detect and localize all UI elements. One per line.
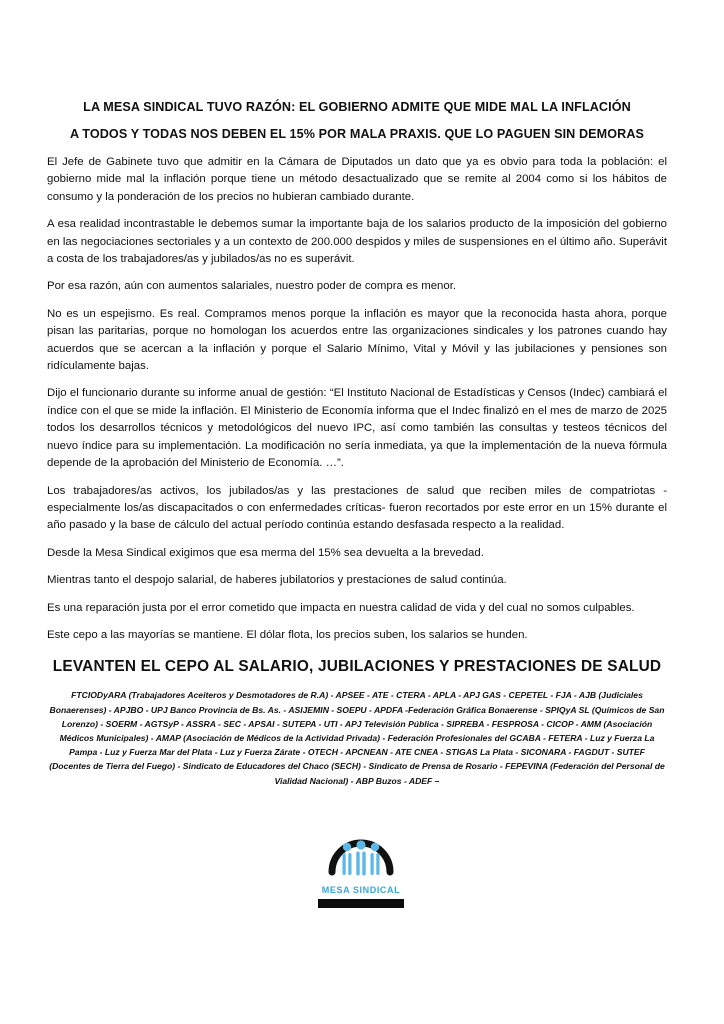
mesa-sindical-logo xyxy=(318,826,404,910)
paragraph: Dijo el funcionario durante su informe anual de gestión: “El Instituto Nacional de Estadísticas y Censos (Indec) cambiará el índice con el que se mide la inflación. El Ministerio de Economía informa que el Indec finalizó en el mes de marzo de 2025 todos los desarrollos técnicos y metodológicos del nuevo IPC, así como también las consultas y testeos técnicos del nuevo índice para su implementación. La modificación no sería inmediata, ya que la implementación de la nueva fórmula depende de la aprobación del Ministerio de Economía. …”. xyxy=(47,387,667,470)
logo-figures xyxy=(343,840,380,875)
document-page xyxy=(47,100,667,788)
paragraph: Los trabajadores/as activos, los jubilados/as y las prestaciones de salud que reciben miles de compatriotas - especialmente los/as discapacitados o con enfermedades críticas- fueron recortados por este error en un 15% durante el año pasado y la base de cálculo del actual período continúa estando desfasada respecto a la realidad. xyxy=(47,484,667,532)
paragraph: El Jefe de Gabinete tuvo que admitir en la Cámara de Diputados un dato que ya es obvio para toda la población: el gobierno mide mal la inflación porque tiene un método desactualizado que se remite al 2004 como si los hábitos de consumo y la ponderación de los precios no hubieran cambiado durante. xyxy=(47,156,667,203)
slogan-heading: LEVANTEN EL CEPO AL SALARIO, JUBILACIONES Y PRESTACIONES DE SALUD xyxy=(52,658,662,676)
paragraph: Desde la Mesa Sindical exigimos que esa merma del 15% sea devuelta a la brevedad. xyxy=(47,546,484,559)
paragraph: No es un espejismo. Es real. Compramos menos porque la inflación es mayor que la reconocida hasta ahora, porque pisan las paritarias, porque no homologan los acuerdos entre las organizaciones sindicales y los patrones cuando hay acuerdos que se acercan a la inflación y porque el Salario Mínimo, Vital y Móvil y las jubilaciones y pensiones son ridículamente bajas. xyxy=(47,307,667,373)
paragraph: Este cepo a las mayorías se mantiene. El dólar flota, los precios suben, los salarios se hunden. xyxy=(47,628,528,641)
signers-list: FTCIODyARA (Trabajadores Aceiteros y Desmotadores de R.A) - APSEE - ATE - CTERA - APLA - APJ GAS - CEPETEL - FJA - AJB (Judiciales Bonaerenses) - APJBO - UPJ Banco Provincia de Bs. As. - ASIJEMIN - SOEPU - APDFA -Federación Gráfica Bonaerense - SPIQyA SL (Químicos de San Lorenzo) - SOERM - AGTSyP - ASSRA - SEC - APSAI - SUTEPA - UTI - APJ Televisión Pública - SIPREBA - FESPROSA - CICOP - AMM (Asociación Médicos Municipales) - AMAP (Asociación de Médicos de la Actividad Privada) - Federación Profesionales del GCABA - FETERA - Luz y Fuerza La Pampa - Luz y Fuerza Mar del Plata - Luz y Fuerza Zárate - OTECH - APCNEAN - ATE CNEA - STIGAS La Plata - SICONARA - FAGDUT - SUTEF (Docentes de Tierra del Fuego) - Sindicato de Educadores del Chaco (SECH) - Sindicato de Prensa de Rosario - FEPEVINA (Federación del Personal de Vialidad Nacional) - ABP Buzos - ADEF – xyxy=(49,690,665,786)
logo-bar xyxy=(318,899,404,908)
document-subtitle: A TODOS Y TODAS NOS DEBEN EL 15% POR MALA PRAXIS. QUE LO PAGUEN SIN DEMORAS xyxy=(69,127,645,141)
mesa-sindical-logo-icon xyxy=(318,826,404,886)
document-title: LA MESA SINDICAL TUVO RAZÓN: EL GOBIERNO ADMITE QUE MIDE MAL LA INFLACIÓN xyxy=(83,100,631,114)
logo-name: MESA SINDICAL xyxy=(321,885,401,895)
paragraph: A esa realidad incontrastable le debemos sumar la importante baja de los salarios producto de la imposición del gobierno en las negociaciones sectoriales y a un contexto de 200.000 despidos y miles de suspensiones en el último año. Superávit a costa de los trabajadores/as y jubilados/as no es superávit. xyxy=(47,218,667,266)
paragraph: Mientras tanto el despojo salarial, de haberes jubilatorios y prestaciones de salud continúa. xyxy=(47,574,507,587)
paragraph: Es una reparación justa por el error cometido que impacta en nuestra calidad de vida y del cual no somos culpables. xyxy=(47,601,635,614)
paragraph: Por esa razón, aún con aumentos salariales, nuestro poder de compra es menor. xyxy=(47,280,457,293)
